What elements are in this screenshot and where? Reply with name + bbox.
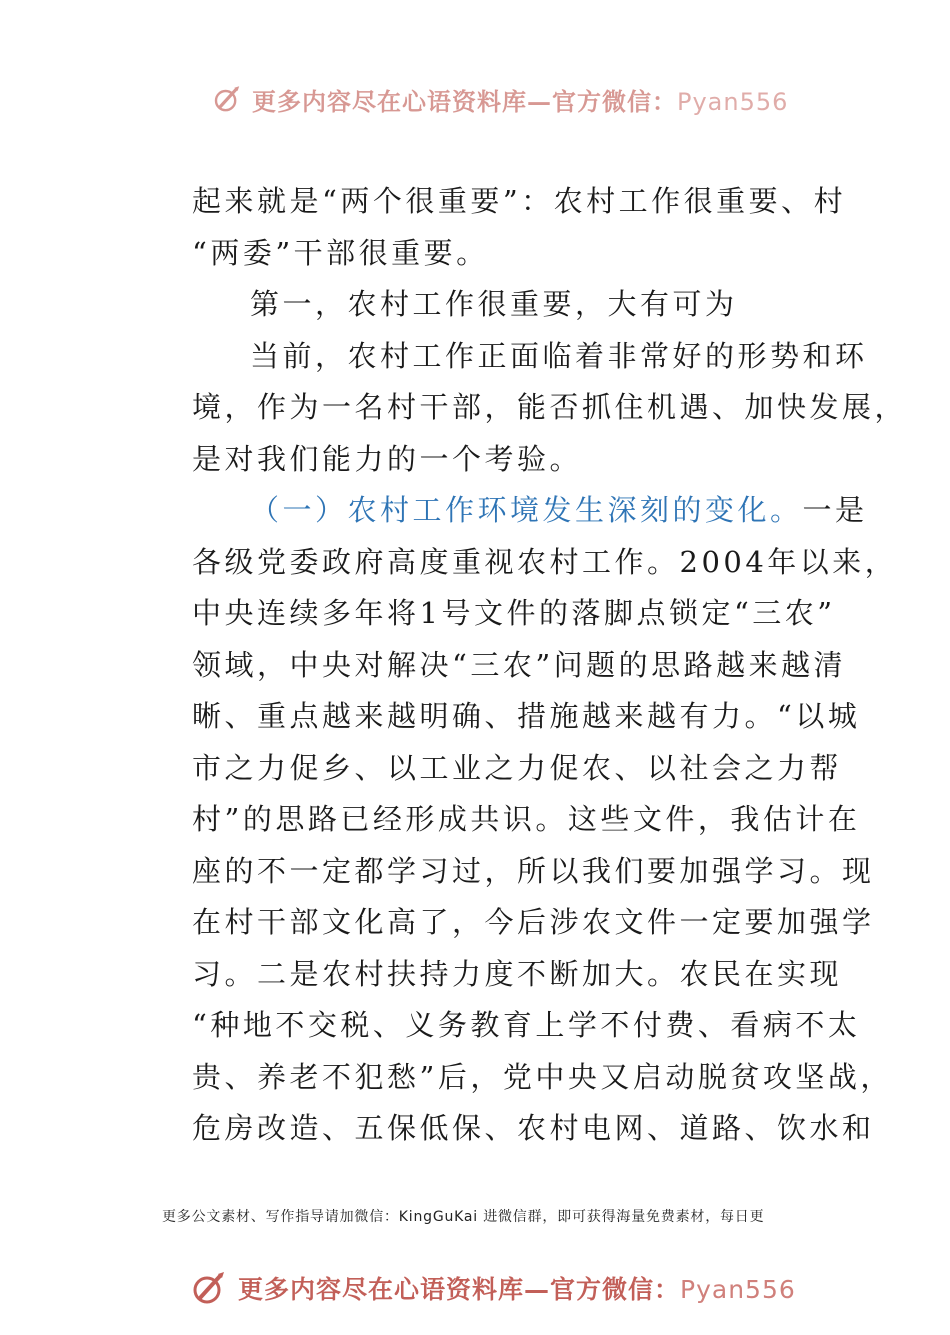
- watermark-wechat-id: Pyan556: [680, 1275, 796, 1304]
- top-watermark: [212, 82, 789, 116]
- text-line: 贵、养老不犯愁”后，党中央又启动脱贫攻坚战，: [192, 1059, 893, 1094]
- text-line: 当前，农村工作正面临着非常好的形势和环: [250, 338, 868, 373]
- text-line: “种地不交税、义务教育上学不付费、看病不太: [192, 1008, 861, 1042]
- text-line: 中央连续多年将1号文件的落脚点锁定“三农”: [192, 596, 836, 630]
- text-line: “两委”干部很重要。: [192, 235, 489, 270]
- watermark-wechat-id: Pyan556: [677, 87, 789, 116]
- text-line: 是对我们能力的一个考验。: [192, 441, 583, 476]
- bottom-watermark: [190, 1266, 796, 1310]
- text-line: 习。二是农村扶持力度不断加大。农民在实现: [192, 956, 843, 991]
- section-heading: 第一，农村工作很重要，大有可为: [250, 287, 738, 321]
- text-line: 各级党委政府高度重视农村工作。2004年以来，: [192, 544, 898, 579]
- text-span: 一是: [802, 493, 868, 527]
- text-line: 领域，中央对解决“三农”问题的思路越来越清: [192, 647, 847, 682]
- text-line: 晰、重点越来越明确、措施越来越有力。“以城: [192, 699, 861, 733]
- text-line: 座的不一定都学习过，所以我们要加强学习。现: [192, 853, 875, 888]
- document-body: [192, 176, 908, 1155]
- text-line: 村”的思路已经形成共识。这些文件，我估计在: [192, 802, 861, 836]
- pen-swirl-logo-icon: [190, 1268, 230, 1308]
- subsection-heading: （一）农村工作环境发生深刻的变化。: [250, 493, 803, 527]
- text-line: 在村干部文化高了，今后涉农文件一定要加强学: [192, 905, 875, 939]
- text-line: 市之力促乡、以工业之力促农、以社会之力帮: [192, 750, 843, 785]
- pen-swirl-logo-icon: [212, 83, 244, 115]
- text-line: [192, 485, 868, 537]
- text-line: 危房改造、五保低保、农村电网、道路、饮水和: [192, 1111, 875, 1145]
- footer-ad-text: 更多公文素材、写作指导请加微信：KingGuKai 进微信群，即可获得海量免费素材，每日更: [162, 1209, 765, 1225]
- text-line: 境，作为一名村干部，能否抓住机遇、加快发展，: [192, 390, 908, 424]
- watermark-text: 更多内容尽在心语资料库—官方微信：Pyan556: [252, 86, 789, 116]
- watermark-text: 更多内容尽在心语资料库—官方微信：Pyan556: [238, 1275, 796, 1304]
- text-line: 起来就是“两个很重要”：农村工作很重要、村: [192, 184, 847, 218]
